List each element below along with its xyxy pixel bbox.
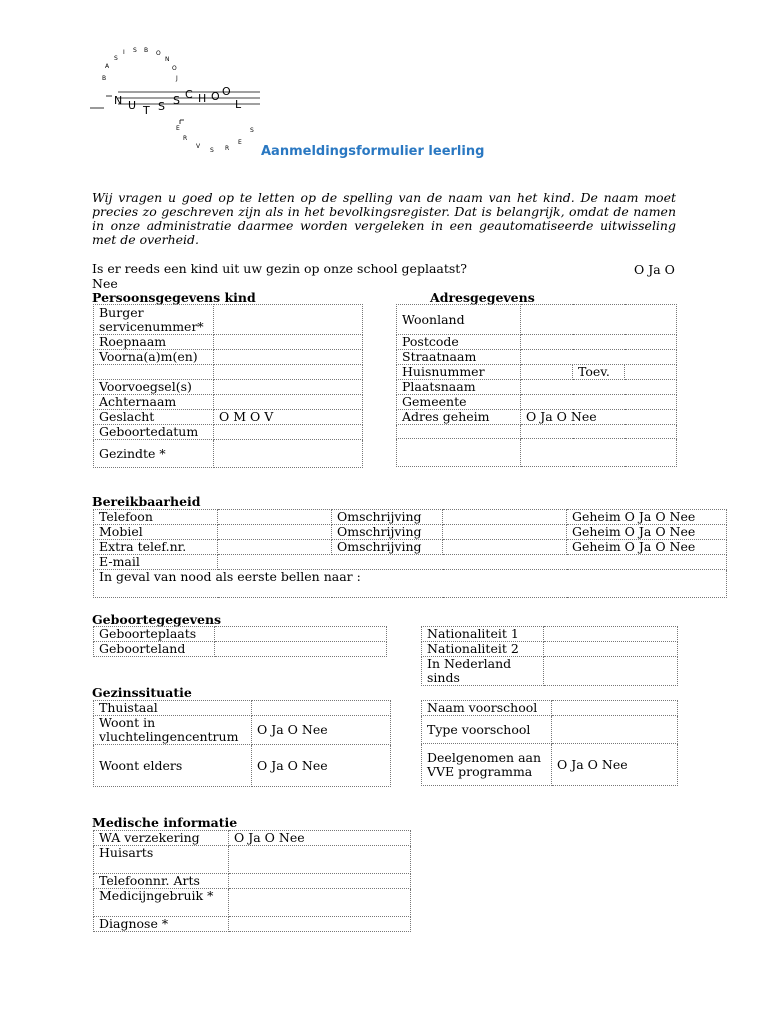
vlucht-label: Woont in vluchtelingencentrum [94,716,252,745]
svg-text:S: S [250,127,254,134]
svg-text:B: B [102,75,107,82]
woonland-label: Woonland [397,305,521,335]
geboortedatum-label: Geboortedatum [94,425,214,440]
medicijn-field[interactable] [229,889,411,917]
toev-field[interactable] [625,365,677,380]
postcode-label: Postcode [397,335,521,350]
extra-geheim-options[interactable]: Geheim O Ja O Nee [567,540,727,555]
adres-geheim-options[interactable]: O Ja O Nee [521,410,677,425]
mobiel-label: Mobiel [94,525,218,540]
email-label: E-mail [94,555,218,570]
thuistaal-field[interactable] [252,701,391,716]
gezindte-label: Gezindte * [94,440,214,468]
svg-text:S: S [173,94,180,107]
sibling-no-option[interactable]: Nee [92,276,118,291]
adres-empty2-field[interactable] [521,439,677,467]
logo-graphic [88,40,263,165]
intro-text: Wij vragen u goed op te letten op de spelling van de naam van het kind. De naam moet precies zo geschreven zijn als in het bevolkingsregister. Dat is belangrijk, omdat de namen in onze administratie daarmee worden vergeleken in een geautomatiseerde uitwisseling met de overheid. [92,190,676,247]
huisnummer-field[interactable] [521,365,573,380]
form-title: Aanmeldingsformulier leerling [261,144,485,159]
plaatsnaam-field[interactable] [521,380,677,395]
geboorteplaats-label: Geboorteplaats [94,627,215,642]
svg-text:O: O [172,65,177,72]
vve-label: Deelgenomen aan VVE programma [422,744,552,786]
svg-text:I: I [123,49,125,56]
extra-field[interactable] [218,540,332,555]
bereik-heading: Bereikbaarheid [92,494,201,509]
voorschool-field[interactable] [552,701,678,716]
svg-text:T: T [143,104,150,117]
svg-text:N: N [165,56,170,63]
persoon-heading: Persoonsgegevens kind [92,290,256,305]
svg-text:S: S [158,100,165,113]
gemeente-field[interactable] [521,395,677,410]
telefoon-field[interactable] [218,510,332,525]
voornamen-field[interactable] [214,350,363,365]
svg-text:A: A [105,63,110,70]
gezin-heading: Gezinssituatie [92,685,192,700]
telefoon-omschrijving-label: Omschrijving [332,510,443,525]
svg-text:S: S [210,147,214,154]
postcode-field[interactable] [521,335,677,350]
straatnaam-label: Straatnaam [397,350,521,365]
type-voorschool-field[interactable] [552,716,678,744]
email-field[interactable] [218,555,727,570]
voorvoegsel-label: Voorvoegsel(s) [94,380,214,395]
vve-options[interactable]: O Ja O Nee [552,744,678,786]
svg-text:S: S [133,47,137,54]
gemeente-label: Gemeente [397,395,521,410]
adres-empty-field[interactable] [521,425,677,439]
geboorteland-label: Geboorteland [94,642,215,657]
geboorte-heading: Geboortegegevens [92,612,222,627]
voornamen-label: Voorna(a)m(en) [94,350,214,365]
svg-text:S: S [114,55,118,62]
extra-omschrijving-label: Omschrijving [332,540,443,555]
adres-empty2-label [397,439,521,467]
achternaam-field[interactable] [214,395,363,410]
bsn-label: Burger servicenummer* [94,305,214,335]
adres-table [396,304,677,467]
elders-options[interactable]: O Ja O Nee [252,745,391,787]
geslacht-label: Geslacht [94,410,214,425]
geboorteplaats-field[interactable] [215,627,387,642]
voornamen-extra-label [94,365,214,380]
voorschool-label: Naam voorschool [422,701,552,716]
roepnaam-field[interactable] [214,335,363,350]
svg-text:O: O [156,50,161,57]
svg-text:E: E [238,139,242,146]
persoon-table [93,304,363,468]
mobiel-field[interactable] [218,525,332,540]
mobiel-omschrijving-field[interactable] [443,525,567,540]
voornamen-extra-field[interactable] [214,365,363,380]
tel-arts-field[interactable] [229,874,411,889]
svg-text:E: E [176,125,180,132]
huisnummer-label: Huisnummer [397,365,521,380]
wa-options[interactable]: O Ja O Nee [229,831,411,846]
adres-empty-label [397,425,521,439]
mobiel-geheim-options[interactable]: Geheim O Ja O Nee [567,525,727,540]
roepnaam-label: Roepnaam [94,335,214,350]
geslacht-options[interactable]: O M O V [214,410,363,425]
gezin-table [93,700,391,787]
adres-geheim-label: Adres geheim [397,410,521,425]
svg-text:L: L [235,98,242,111]
medisch-heading: Medische informatie [92,815,238,830]
wa-label: WA verzekering [94,831,229,846]
huisarts-label: Huisarts [94,846,229,874]
diagnose-field[interactable] [229,917,411,932]
sinds-label: In Nederland sinds [422,657,544,686]
diagnose-label: Diagnose * [94,917,229,932]
tel-arts-label: Telefoonnr. Arts [94,874,229,889]
svg-text:U: U [128,99,137,112]
geboorteland-field[interactable] [215,642,387,657]
svg-text:J: J [176,75,178,82]
extra-omschrijving-field[interactable] [443,540,567,555]
extra-label: Extra telef.nr. [94,540,218,555]
bsn-field[interactable] [214,305,363,335]
telefoon-geheim-options[interactable]: Geheim O Ja O Nee [567,510,727,525]
nationaliteit1-field[interactable] [544,627,678,642]
plaatsnaam-label: Plaatsnaam [397,380,521,395]
school-logo [88,40,263,165]
nationaliteit2-label: Nationaliteit 2 [422,642,544,657]
mobiel-omschrijving-label: Omschrijving [332,525,443,540]
svg-text:N: N [114,94,123,107]
svg-text:C: C [185,88,193,101]
nood-field[interactable] [94,570,727,598]
sibling-yes-option[interactable]: O Ja O [634,262,675,277]
sibling-question: Is er reeds een kind uit uw gezin op onze school geplaatst? [92,261,468,276]
vlucht-options[interactable]: O Ja O Nee [252,716,391,745]
nationaliteit-table [421,626,678,686]
straatnaam-field[interactable] [521,350,677,365]
geboortedatum-field[interactable] [214,425,363,440]
medicijn-label: Medicijngebruik * [94,889,229,917]
svg-text:B: B [144,47,149,54]
voorschool-table [421,700,678,786]
type-voorschool-label: Type voorschool [422,716,552,744]
svg-text:R: R [225,145,230,152]
medisch-table [93,830,411,932]
adres-heading: Adresgegevens [430,290,535,305]
nationaliteit1-label: Nationaliteit 1 [422,627,544,642]
svg-text:O: O [222,85,231,98]
nationaliteit2-field[interactable] [544,642,678,657]
achternaam-label: Achternaam [94,395,214,410]
telefoon-label: Telefoon [94,510,218,525]
svg-text:O: O [211,90,220,103]
svg-text:R: R [183,135,188,142]
geboorte-table [93,626,387,657]
huisarts-field[interactable] [229,846,411,874]
thuistaal-label: Thuistaal [94,701,252,716]
nood-label: In geval van nood als eerste bellen naar : [99,569,361,584]
toev-label: Toev. [573,365,625,380]
sinds-field[interactable] [544,657,678,686]
telefoon-omschrijving-field[interactable] [443,510,567,525]
svg-text:H: H [198,92,207,105]
gezindte-field[interactable] [214,440,363,468]
bereik-table [93,509,727,598]
elders-label: Woont elders [94,745,252,787]
woonland-field[interactable] [521,305,677,335]
voorvoegsel-field[interactable] [214,380,363,395]
svg-text:V: V [196,143,201,150]
